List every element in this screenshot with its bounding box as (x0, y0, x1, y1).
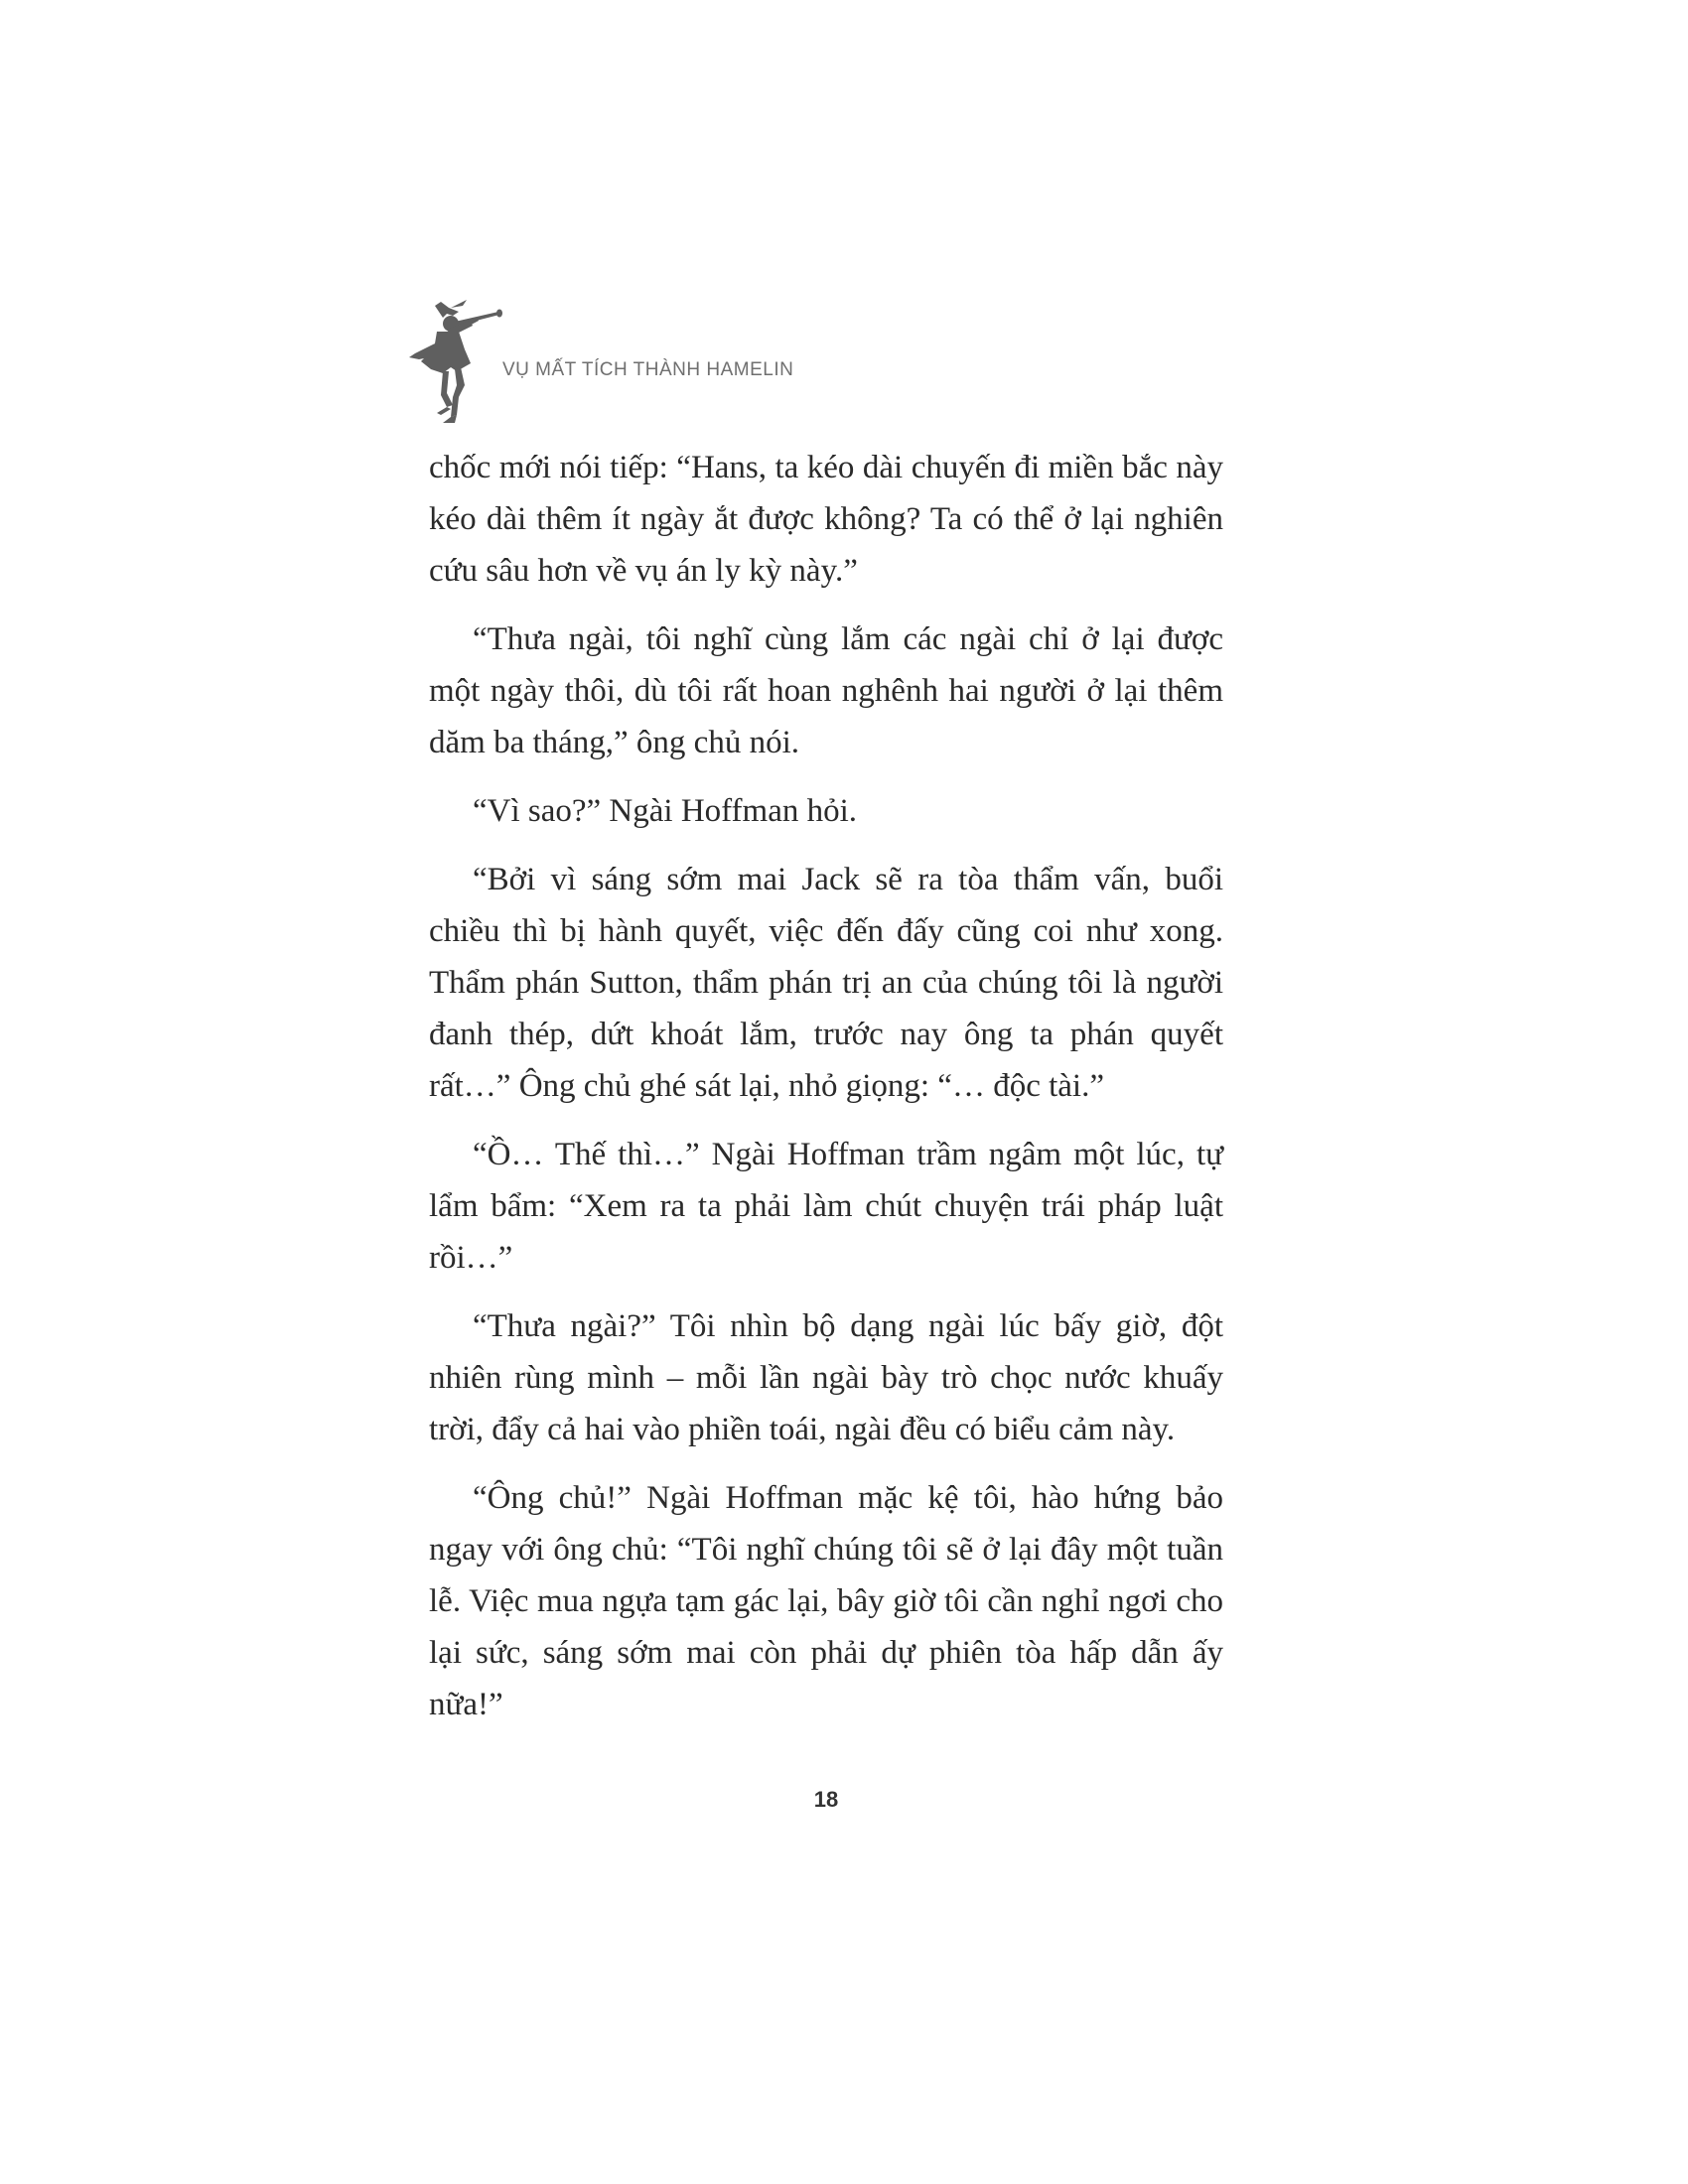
paragraph-4: “Bởi vì sáng sớm mai Jack sẽ ra tòa thẩm vấn, buổi chiều thì bị hành quyết, việc đến đấy cũng coi như xong. Thẩm phán Sutton, thẩm phán trị an của chúng tôi là người đanh thép, dứt khoát lắm, trước nay ông ta phán quyết rất…” Ông chủ ghé sát lại, nhỏ giọng: “… độc tài.” (429, 862, 1223, 1104)
paragraph-2: “Thưa ngài, tôi nghĩ cùng lắm các ngài chỉ ở lại được một ngày thôi, dù tôi rất hoan nghênh hai người ở lại thêm dăm ba tháng,” ông chủ nói. (429, 621, 1223, 760)
body-text (429, 442, 1223, 1747)
running-title: VỤ MẤT TÍCH THÀNH HAMELIN (502, 359, 794, 380)
paragraph-1: chốc mới nói tiếp: “Hans, ta kéo dài chuyến đi miền bắc này kéo dài thêm ít ngày ắt được không? Ta có thể ở lại nghiên cứu sâu hơn về vụ án ly kỳ này.” (429, 450, 1223, 589)
paragraph-5: “Ồ… Thế thì…” Ngài Hoffman trầm ngâm một lúc, tự lẩm bẩm: “Xem ra ta phải làm chút chuyện trái pháp luật rồi…” (429, 1137, 1223, 1276)
page-number: 18 (813, 1787, 839, 1812)
paragraph-3: “Vì sao?” Ngài Hoffman hỏi. (473, 793, 858, 829)
paragraph-6: “Thưa ngài?” Tôi nhìn bộ dạng ngài lúc bấy giờ, đột nhiên rùng mình – mỗi lần ngài bày trò chọc nước khuấy trời, đẩy cả hai vào phiền toái, ngài đều có biểu cảm này. (429, 1308, 1223, 1447)
paragraph-7: “Ông chủ!” Ngài Hoffman mặc kệ tôi, hào hứng bảo ngay với ông chủ: “Tôi nghĩ chúng tôi sẽ ở lại đây một tuần lễ. Việc mua ngựa tạm gác lại, bây giờ tôi cần nghỉ ngơi cho lại sức, sáng sớm mai còn phải dự phiên tòa hấp dẫn ấy nữa!” (429, 1480, 1223, 1722)
running-header (407, 298, 1201, 427)
